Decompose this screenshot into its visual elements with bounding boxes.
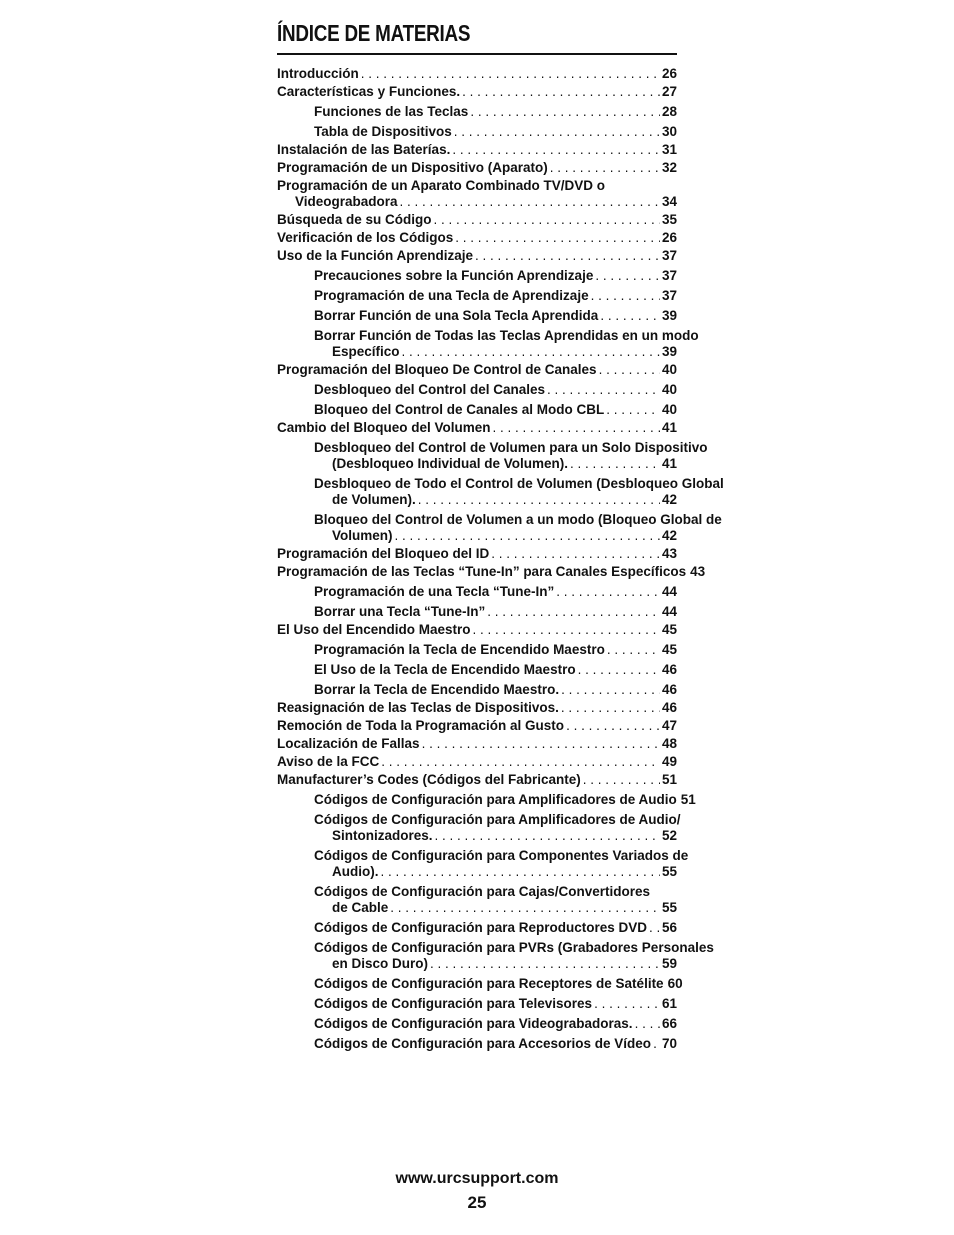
dot-leader (487, 604, 660, 620)
dot-leader (473, 622, 660, 638)
toc-entry (277, 328, 699, 360)
toc-entry (277, 584, 677, 600)
toc-entry (277, 66, 677, 82)
dot-leader (470, 104, 660, 120)
toc-entry (277, 564, 706, 580)
toc-entry (277, 178, 677, 210)
toc-entry-label: en Disco Duro) (332, 956, 429, 971)
dot-leader (434, 212, 660, 228)
toc-entry-label-line: Desbloqueo del Control de Volumen para un Solo Dispositivo (314, 440, 708, 455)
dot-leader (455, 230, 660, 246)
toc-entry-label: Funciones de las Teclas (314, 104, 469, 119)
dot-leader (400, 194, 660, 210)
toc-entry-page: 32 (661, 160, 677, 175)
toc-entry (277, 940, 714, 972)
toc-entry-label: Borrar una Tecla “Tune-In” (314, 604, 486, 619)
toc-entry-label: Reasignación de las Teclas de Dispositivos. (277, 700, 559, 715)
toc-entry-page: 41 (661, 420, 677, 435)
toc-entry-page: 31 (661, 142, 677, 157)
table-of-contents (277, 66, 724, 1052)
toc-entry (277, 212, 677, 228)
toc-entry-label-line: Programación de un Aparato Combinado TV/DVD o (277, 178, 606, 193)
toc-entry-page: 52 (661, 828, 677, 843)
toc-entry-label: Tabla de Dispositivos (314, 124, 452, 139)
toc-entry-label: El Uso de la Tecla de Encendido Maestro (314, 662, 576, 677)
toc-entry-label: Características y Funciones. (277, 84, 461, 99)
toc-entry (277, 604, 677, 620)
dot-leader (561, 700, 660, 716)
toc-entry-label: Códigos de Configuración para Accesorios de Vídeo (314, 1036, 652, 1051)
dot-leader (595, 268, 660, 284)
toc-entry-page: 43 (661, 546, 677, 561)
toc-entry (277, 440, 708, 472)
toc-entry (277, 1016, 677, 1032)
dot-leader (361, 66, 660, 82)
dot-leader (594, 996, 660, 1012)
dot-leader (430, 956, 660, 972)
toc-entry-page: 37 (661, 268, 677, 283)
toc-entry-page: 28 (661, 104, 677, 119)
toc-entry-page: 59 (661, 956, 677, 971)
dot-leader (600, 308, 660, 324)
toc-entry-label: Códigos de Configuración para Videograbadoras. (314, 1016, 633, 1031)
toc-entry (277, 1036, 677, 1052)
toc-entry-page: 34 (661, 194, 677, 209)
dot-leader (491, 546, 660, 562)
toc-entry-label: Desbloqueo del Control del Canales (314, 382, 546, 397)
dot-leader (570, 456, 660, 472)
dot-leader (390, 900, 660, 916)
toc-entry (277, 700, 677, 716)
toc-entry-page: 27 (661, 84, 677, 99)
toc-entry-label: Programación del Bloqueo De Control de Canales (277, 362, 597, 377)
toc-entry-page: 55 (661, 900, 677, 915)
toc-entry (277, 622, 677, 638)
toc-entry-label: Borrar Función de una Sola Tecla Aprendida (314, 308, 599, 323)
toc-entry-page: 56 (661, 920, 677, 935)
dot-leader (606, 402, 660, 418)
toc-entry-page: 45 (661, 622, 677, 637)
toc-entry (277, 996, 677, 1012)
toc-entry-label: Programación de una Tecla de Aprendizaje (314, 288, 589, 303)
dot-leader (547, 382, 660, 398)
toc-entry-page: 41 (661, 456, 677, 471)
dot-leader (635, 1016, 660, 1032)
toc-entry-page: 42 (661, 492, 677, 507)
toc-entry-label: Localización de Fallas (277, 736, 420, 751)
toc-entry-page: 60 (667, 976, 683, 991)
toc-entry-page: 49 (661, 754, 677, 769)
dot-leader (418, 492, 660, 508)
dot-leader (583, 772, 660, 788)
toc-entry-label: Programación de un Dispositivo (Aparato) (277, 160, 548, 175)
toc-entry (277, 976, 683, 992)
toc-entry (277, 682, 677, 698)
toc-entry-label: Bloqueo del Control de Canales al Modo CBL (314, 402, 605, 417)
dot-leader (454, 124, 660, 140)
toc-entry (277, 546, 677, 562)
toc-entry-label: Códigos de Configuración para Receptores de Satélite (314, 976, 664, 991)
toc-entry-label: Sintonizadores. (332, 828, 433, 843)
toc-entry-page: 30 (661, 124, 677, 139)
footer-page-number: 25 (467, 1193, 487, 1212)
dot-leader (561, 682, 660, 698)
dot-leader (493, 420, 660, 436)
toc-entry-label-line: Desbloqueo de Todo el Control de Volumen (Desbloqueo Global (314, 476, 724, 491)
toc-entry-label: El Uso del Encendido Maestro (277, 622, 471, 637)
toc-entry-label: Cambio del Bloqueo del Volumen (277, 420, 491, 435)
toc-entry-label: Remoción de Toda la Programación al Gusto (277, 718, 565, 733)
toc-entry-page: 43 (690, 564, 706, 579)
dot-leader (381, 754, 660, 770)
toc-entry-page: 39 (661, 308, 677, 323)
toc-entry-label: Programación de una Tecla “Tune-In” (314, 584, 555, 599)
toc-entry-label-line: Códigos de Configuración para Componentes Variados de (314, 848, 689, 863)
toc-entry-page: 37 (661, 288, 677, 303)
dot-leader (381, 864, 660, 880)
toc-entry (277, 268, 677, 284)
toc-entry-page: 61 (661, 996, 677, 1011)
toc-entry-label: Instalación de las Baterías. (277, 142, 451, 157)
toc-entry-label: Uso de la Función Aprendizaje (277, 248, 474, 263)
footer-url: www.urcsupport.com (395, 1170, 559, 1187)
toc-entry (277, 736, 677, 752)
toc-entry-page: 51 (661, 772, 677, 787)
toc-entry-label-line: Borrar Función de Todas las Teclas Aprendidas en un modo (314, 328, 699, 343)
toc-entry-label: Programación de las Teclas “Tune-In” para Canales Específicos (277, 564, 687, 579)
toc-entry-page: 26 (661, 66, 677, 81)
toc-entry-label: Programación la Tecla de Encendido Maestro (314, 642, 605, 657)
toc-entry-label: Manufacturer’s Codes (Códigos del Fabricante) (277, 772, 581, 787)
toc-entry-label: Introducción (277, 66, 359, 81)
toc-entry-label: Búsqueda de su Código (277, 212, 432, 227)
toc-entry-label: de Volumen). (332, 492, 416, 507)
dot-leader (395, 528, 660, 544)
dot-leader (402, 344, 660, 360)
toc-entry-label: Precauciones sobre la Función Aprendizaje (314, 268, 594, 283)
toc-entry-label: Códigos de Configuración para Televisores (314, 996, 593, 1011)
toc-entry-page: 51 (680, 792, 696, 807)
dot-leader (649, 920, 660, 936)
toc-entry (277, 142, 677, 158)
dot-leader (435, 828, 660, 844)
toc-entry (277, 848, 689, 880)
toc-entry-page: 39 (661, 344, 677, 359)
page-title: ÍNDICE DE MATERIAS (277, 20, 471, 46)
dot-leader (653, 1036, 660, 1052)
toc-entry-label: Videograbadora (295, 194, 398, 209)
toc-entry-label: Audio). (332, 864, 379, 879)
toc-entry (277, 792, 696, 808)
toc-entry-page: 48 (661, 736, 677, 751)
toc-entry-page: 35 (661, 212, 677, 227)
dot-leader (599, 362, 660, 378)
toc-entry-page: 37 (661, 248, 677, 263)
toc-entry (277, 382, 677, 398)
toc-entry (277, 812, 681, 844)
dot-leader (452, 142, 660, 158)
dot-leader (566, 718, 660, 734)
toc-entry (277, 288, 677, 304)
toc-entry-label: Específico (332, 344, 400, 359)
toc-entry (277, 642, 677, 658)
dot-leader (475, 248, 660, 264)
toc-entry-label-line: Códigos de Configuración para Cajas/Convertidores (314, 884, 651, 899)
toc-entry-label: Programación del Bloqueo del ID (277, 546, 490, 561)
toc-entry-page: 55 (661, 864, 677, 879)
toc-entry (277, 420, 677, 436)
toc-entry (277, 662, 677, 678)
dot-leader (462, 84, 660, 100)
toc-entry-label-line: Códigos de Configuración para PVRs (Grabadores Personales (314, 940, 714, 955)
toc-entry-label: Aviso de la FCC (277, 754, 380, 769)
toc-entry (277, 920, 677, 936)
toc-entry (277, 476, 724, 508)
toc-entry-page: 26 (661, 230, 677, 245)
toc-entry (277, 160, 677, 176)
toc-entry (277, 772, 677, 788)
toc-entry (277, 84, 677, 100)
toc-entry-label: Códigos de Configuración para Amplificadores de Audio (314, 792, 677, 807)
toc-entry-page: 44 (661, 604, 677, 619)
toc-entry (277, 512, 722, 544)
toc-entry-page: 45 (661, 642, 677, 657)
toc-entry (277, 230, 677, 246)
toc-entry (277, 754, 677, 770)
toc-entry-label: Borrar la Tecla de Encendido Maestro. (314, 682, 560, 697)
toc-entry (277, 884, 677, 916)
toc-entry-label-line: Códigos de Configuración para Amplificadores de Audio/ (314, 812, 681, 827)
toc-entry (277, 308, 677, 324)
toc-entry-label-line: Bloqueo del Control de Volumen a un modo (Bloqueo Global de (314, 512, 722, 527)
toc-entry-label: Volumen) (332, 528, 393, 543)
toc-entry (277, 124, 677, 140)
dot-leader (591, 288, 660, 304)
toc-entry-page: 46 (661, 700, 677, 715)
dot-leader (422, 736, 660, 752)
toc-entry-label: Códigos de Configuración para Reproductores DVD (314, 920, 648, 935)
toc-entry-page: 46 (661, 682, 677, 697)
toc-entry-page: 42 (661, 528, 677, 543)
dot-leader (578, 662, 660, 678)
toc-entry-page: 40 (661, 402, 677, 417)
toc-entry-label: (Desbloqueo Individual de Volumen). (332, 456, 569, 471)
toc-entry-page: 66 (661, 1016, 677, 1031)
toc-entry (277, 718, 677, 734)
toc-entry (277, 362, 677, 378)
toc-entry (277, 402, 677, 418)
toc-entry-label: Verificación de los Códigos (277, 230, 454, 245)
toc-entry-page: 47 (661, 718, 677, 733)
toc-entry (277, 248, 677, 264)
toc-entry-page: 44 (661, 584, 677, 599)
toc-entry-page: 40 (661, 382, 677, 397)
toc-entry-page: 40 (661, 362, 677, 377)
dot-leader (550, 160, 660, 176)
dot-leader (556, 584, 660, 600)
toc-entry (277, 104, 677, 120)
dot-leader (607, 642, 660, 658)
toc-entry-page: 70 (661, 1036, 677, 1051)
toc-entry-label: de Cable (332, 900, 389, 915)
toc-entry-page: 46 (661, 662, 677, 677)
title-divider (277, 53, 677, 55)
